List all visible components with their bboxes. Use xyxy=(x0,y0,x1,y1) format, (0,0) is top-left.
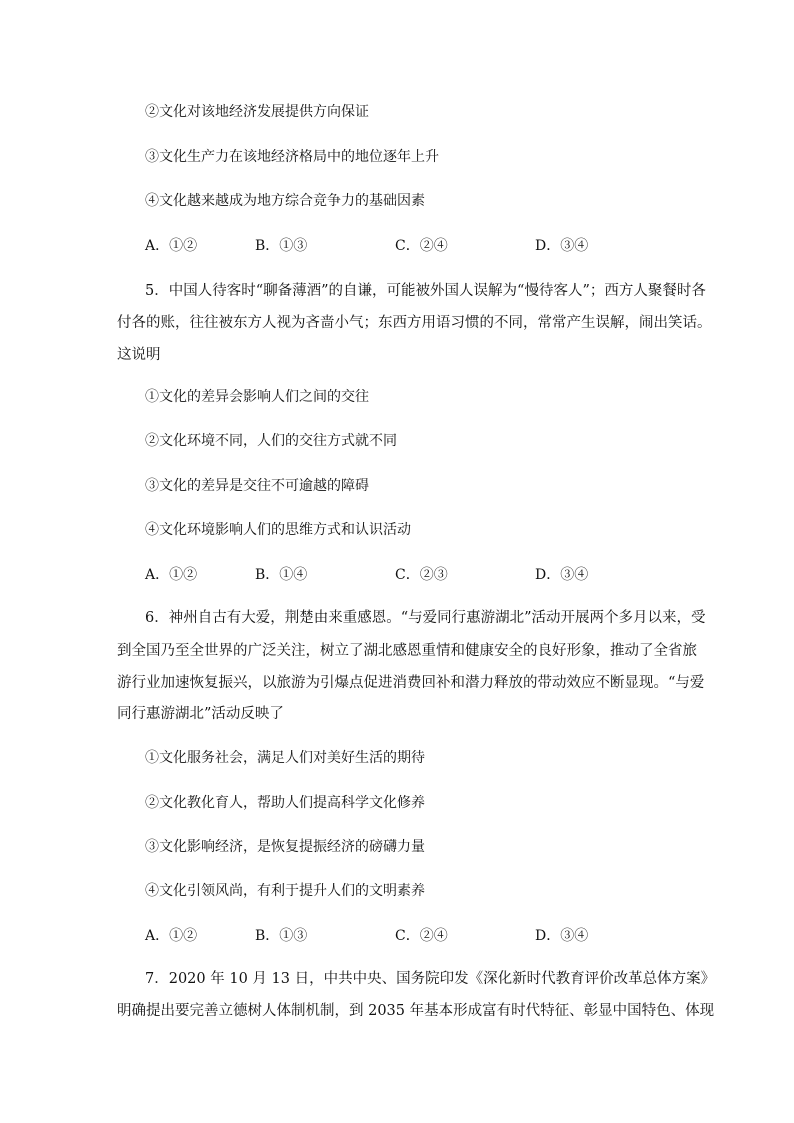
q5-option-3: ③文化的差异是交往不可逾越的障碍 xyxy=(145,478,369,494)
q6-choice-d: D．③④ xyxy=(535,928,589,944)
q4-option-2: ②文化对该地经济发展提供方向保证 xyxy=(145,104,369,120)
q4-option-3: ③文化生产力在该地经济格局中的地位逐年上升 xyxy=(145,149,439,165)
q4-choice-d: D．③④ xyxy=(535,238,589,254)
q5-option-4: ④文化环境影响人们的思维方式和认识活动 xyxy=(145,522,411,538)
q6-stem-line-4: 同行惠游湖北”活动反映了 xyxy=(117,706,284,722)
q5-option-2: ②文化环境不同，人们的交往方式就不同 xyxy=(145,433,397,449)
q6-stem-line-2: 到全国乃至全世界的广泛关注，树立了湖北感恩重情和健康安全的良好形象，推动了全省旅 xyxy=(117,643,697,659)
q5-stem-line-2: 付各的账，往往被东方人视为吝啬小气；东西方用语习惯的不同，常常产生误解，闹出笑话。 xyxy=(117,315,712,331)
q6-stem-line-3: 游行业加速恢复振兴，以旅游为引爆点促进消费回补和潜力释放的带动效应不断显现。“与爱 xyxy=(117,675,705,691)
q5-choice-b: B．①④ xyxy=(255,567,308,583)
q6-stem-line-1: 6．神州自古有大爱，荆楚由来重感恩。“与爱同行惠游湖北”活动开展两个多月以来，受 xyxy=(145,610,706,626)
q5-stem-line-3: 这说明 xyxy=(117,347,161,363)
q4-choice-a: A．①② xyxy=(145,238,198,254)
q7-stem-line-1: 7．2020 年 10 月 13 日，中共中央、国务院印发《深化新时代教育评价改革总体方案》 xyxy=(145,971,716,987)
q5-choice-a: A．①② xyxy=(145,567,198,583)
q4-option-4: ④文化越来越成为地方综合竞争力的基础因素 xyxy=(145,193,425,209)
q6-option-3: ③文化影响经济，是恢复提振经济的磅礴力量 xyxy=(145,839,425,855)
q4-choice-b: B．①③ xyxy=(255,238,308,254)
q5-option-1: ①文化的差异会影响人们之间的交往 xyxy=(145,389,369,405)
q6-choice-b: B．①③ xyxy=(255,928,308,944)
q5-choice-c: C．②③ xyxy=(395,567,448,583)
q6-choice-a: A．①② xyxy=(145,928,198,944)
q6-option-2: ②文化教化育人，帮助人们提高科学文化修养 xyxy=(145,795,425,811)
q6-choice-c: C．②④ xyxy=(395,928,448,944)
q7-stem-line-2: 明确提出要完善立德树人体制机制，到 2035 年基本形成富有时代特征、彰显中国特色、体现 xyxy=(117,1003,715,1019)
q6-option-4: ④文化引领风尚，有利于提升人们的文明素养 xyxy=(145,883,425,899)
q6-option-1: ①文化服务社会，满足人们对美好生活的期待 xyxy=(145,750,425,766)
q4-choice-c: C．②④ xyxy=(395,238,448,254)
q5-stem-line-1: 5．中国人待客时“聊备薄酒”的自谦，可能被外国人误解为“慢待客人”；西方人聚餐时各 xyxy=(145,283,706,299)
q5-choice-d: D．③④ xyxy=(535,567,589,583)
